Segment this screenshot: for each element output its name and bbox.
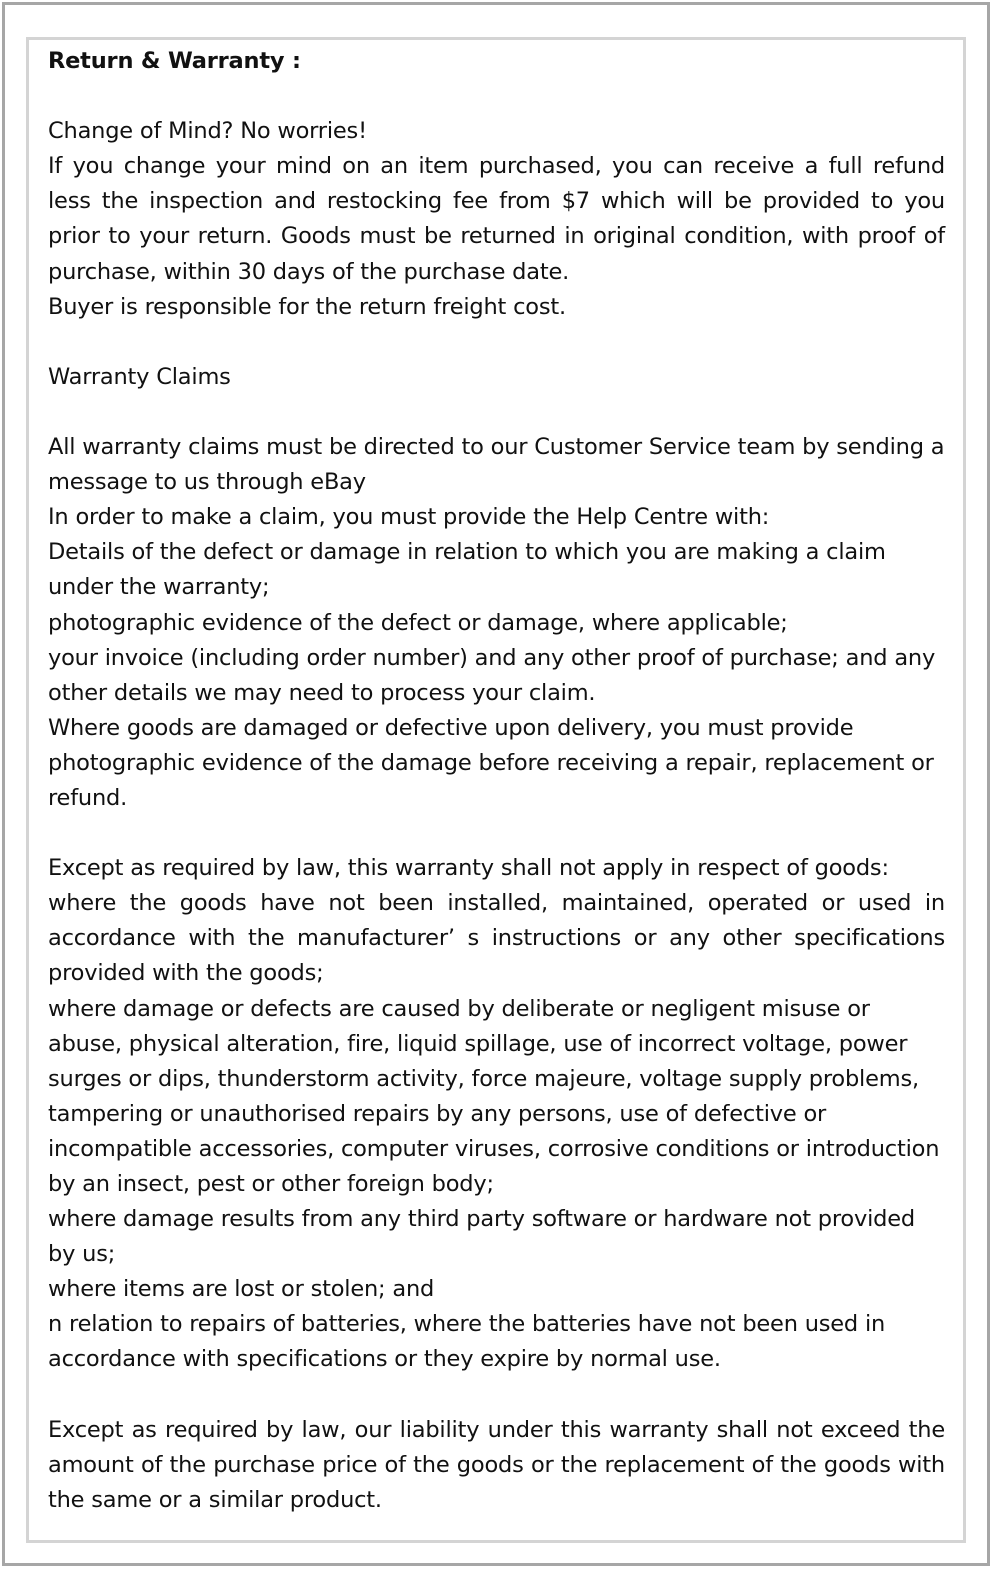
policy-content <box>48 44 945 1518</box>
return-freight-note: Buyer is responsible for the return freight cost. <box>48 293 566 320</box>
exclusion-item: where damage results from any third party software or hardware not provided by us; <box>48 1206 915 1268</box>
warranty-claims-line: In order to make a claim, you must provide the Help Centre with: <box>48 504 770 531</box>
warranty-claims-line: Details of the defect or damage in relation to which you are making a claim under the warranty; <box>48 539 886 601</box>
spacer <box>48 325 945 360</box>
policy-heading: Return & Warranty : <box>48 48 301 74</box>
warranty-claims-line: Where goods are damaged or defective upon delivery, you must provide photographic evidence of the damage before receiving a repair, replacement or refund. <box>48 714 934 811</box>
warranty-claims-line: photographic evidence of the defect or damage, where applicable; <box>48 609 788 636</box>
exclusions-intro: Except as required by law, this warranty shall not apply in respect of goods: <box>48 855 889 882</box>
spacer <box>48 395 945 430</box>
change-of-mind-title: Change of Mind? No worries! <box>48 118 367 145</box>
spacer <box>48 79 945 114</box>
warranty-claims-line: All warranty claims must be directed to our Customer Service team by sending a message to us through eBay <box>48 434 945 496</box>
liability-statement: Except as required by law, our liability under this warranty shall not exceed the amount of the purchase price of the goods or the replacement of the goods with the same or a similar product. <box>48 1416 945 1513</box>
exclusion-item: where items are lost or stolen; and <box>48 1276 435 1303</box>
exclusion-item: n relation to repairs of batteries, where the batteries have not been used in accordance with specifications or they expire by normal use. <box>48 1311 886 1373</box>
warranty-claims-line: your invoice (including order number) and any other proof of purchase; and any other details we may need to process your claim. <box>48 644 936 706</box>
spacer <box>48 1378 945 1413</box>
warranty-claims-title: Warranty Claims <box>48 363 231 390</box>
exclusion-item: where the goods have not been installed, maintained, operated or used in accordance with the manufacturer’ s instructions or any other specifications provided with the goods; <box>48 890 945 987</box>
change-of-mind-body: If you change your mind on an item purchased, you can receive a full refund less the inspection and restocking fee from $7 which will be provided to you prior to your return. Goods must be returned in original condition, with proof of purchase, within 30 days of the purchase date. <box>48 153 945 285</box>
exclusion-item: where damage or defects are caused by deliberate or negligent misuse or abuse, physical alteration, fire, liquid spillage, use of incorrect voltage, power surges or dips, thunderstorm activity, force majeure, voltage supply problems, tampering or unauthorised repairs by any persons, use of defective or incompatible accessories, computer viruses, corrosive conditions or introduction by an insect, pest or other foreign body; <box>48 995 940 1197</box>
spacer <box>48 816 945 851</box>
